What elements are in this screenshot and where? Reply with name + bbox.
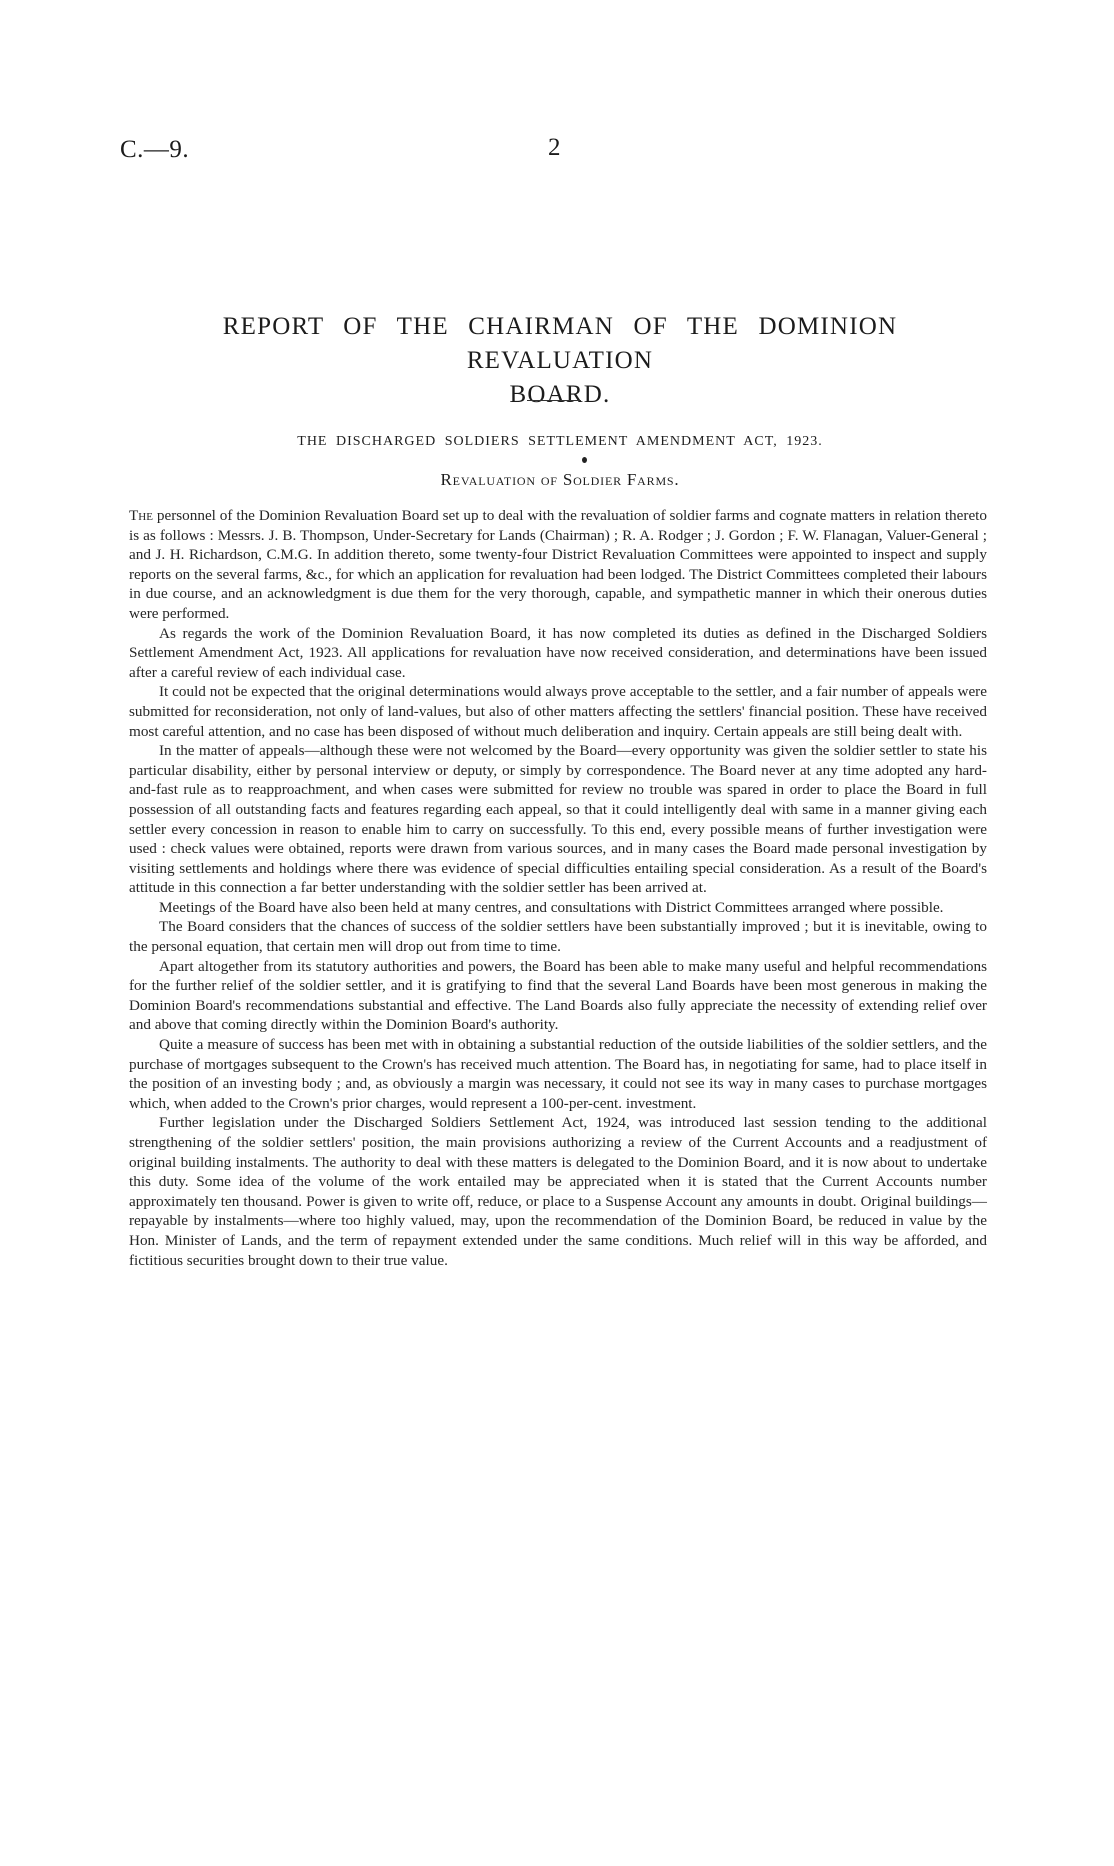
paragraph-text: personnel of the Dominion Revaluation Board set up to deal with the revaluation of soldier farms and cognate matters in relation thereto is as follows : Messrs. J. B. Thompson, Under-Secretary for Lands (Chairman) ; R. A. Rodger ; J. Gordon ; F. W. Flanagan, Valuer-General ; and J. H. Richardson, C.M.G. In addition thereto, some twenty-four District Revaluation Committees were appointed to inspect and supply reports on the several farms, &c., for which an application for revaluation had been lodged. The District Committees completed their labours in due course, and an acknowledgment is due them for the very thorough, capable, and sympathetic manner in which their onerous duties were performed. [129, 507, 987, 622]
section-heading: Revaluation of Soldier Farms. [440, 470, 680, 489]
report-title [120, 310, 1000, 412]
page-number: 2 [548, 134, 561, 161]
paragraph-lead-word: The [129, 507, 153, 524]
paragraph-work-completed: As regards the work of the Dominion Revaluation Board, it has now completed its duties as defined in the Discharged Soldiers Settlement Amendment Act, 1923. All applications for revaluation have now received consideration, and determinations have been issued after a careful review of each individual case. [129, 624, 987, 681]
report-title-line-1: REPORT OF THE CHAIRMAN OF THE DOMINION REVALUATION [222, 313, 898, 374]
paragraph-chances-of-success: The Board considers that the chances of success of the soldier settlers have been substantially improved ; but it is inevitable, owing to the personal equation, that certain men will drop out from time to time. [129, 918, 987, 956]
paragraph-recommendations: Apart altogether from its statutory authorities and powers, the Board has been able to make many useful and helpful recommendations for the further relief of the soldier settler, and it is gratifying to find that the several Land Boards have been most generous in making the Dominion Board's recommendations substantial and effective. The Land Boards also fully appreciate the necessity of extending relief over and above that coming directly within the Dominion Board's authority. [129, 957, 987, 1034]
document-reference: C.—9. [120, 136, 190, 163]
report-title-line-2: BOARD. [509, 381, 611, 408]
paragraph-appeals-process: In the matter of appeals—although these were not welcomed by the Board—every opportunity was given the soldier settler to state his particular disability, either by personal interview or deputy, or simply by correspondence. The Board never at any time adopted any hard-and-fast rule as to reapproachment, and when cases were submitted for review no trouble was spared in order to place the Board in full possession of all outstanding facts and features regarding each appeal, so that it could intelligently deal with same in a manner giving each settler every concession in reason to enable him to carry on successfully. To this end, every possible means of further investigation were used : check values were obtained, reports were drawn from various sources, and in many cases the Board made personal investigation by visiting settlements and holdings where there was evidence of special difficulties entailing special consideration. As a result of the Board's attitude in this connection a far better understanding with the soldier settler has been arrived at. [129, 742, 987, 897]
act-heading: THE DISCHARGED SOLDIERS SETTLEMENT AMENDMENT ACT, 1923. [297, 434, 823, 449]
paragraph-further-legislation: Further legislation under the Discharged Soldiers Settlement Act, 1924, was introduced last session tending to the additional strengthening of the soldier settlers' position, the main provisions authorizing a review of the Current Accounts and a readjustment of original building instalments. The authority to deal with these matters is delegated to the Dominion Board, and it is now about to undertake this duty. Some idea of the volume of the work entailed may be appreciated when it is stated that the Current Accounts number approximately ten thousand. Power is given to write off, reduce, or place to a Suspense Account any amounts in doubt. Original buildings—repayable by instalments—where too highly valued, may, upon the recommendation of the Dominion Board, be reduced in value by the Hon. Minister of Lands, and the term of repayment extended under the same conditions. Much relief will in this way be afforded, and fictitious securities brought down to their true value. [129, 1114, 987, 1269]
paragraph-personnel [129, 506, 987, 624]
printer-dot-mark [582, 457, 587, 463]
paragraph-meetings: Meetings of the Board have also been held at many centres, and consultations with District Committees arranged where possible. [159, 898, 944, 916]
paragraph-outside-liabilities: Quite a measure of success has been met with in obtaining a substantial reduction of the outside liabilities of the soldier settlers, and the purchase of mortgages subsequent to the Crown's has received much attention. The Board has, in negotiating for same, had to place itself in the position of an investing body ; and, as obviously a margin was necessary, it could not see its way in many cases to purchase mortgages which, when added to the Crown's prior charges, would represent a 100-per-cent. investment. [129, 1036, 987, 1112]
paragraph-appeals-submitted: It could not be expected that the original determinations would always prove acceptable to the settler, and a fair number of appeals were submitted for reconsideration, not only of land-values, but also of other matters affecting the settlers' financial position. These have received most careful attention, and no case has been disposed of without much deliberation and inquiry. Certain appeals are still being dealt with. [129, 683, 987, 740]
title-divider [527, 400, 581, 401]
report-body [129, 506, 987, 1270]
